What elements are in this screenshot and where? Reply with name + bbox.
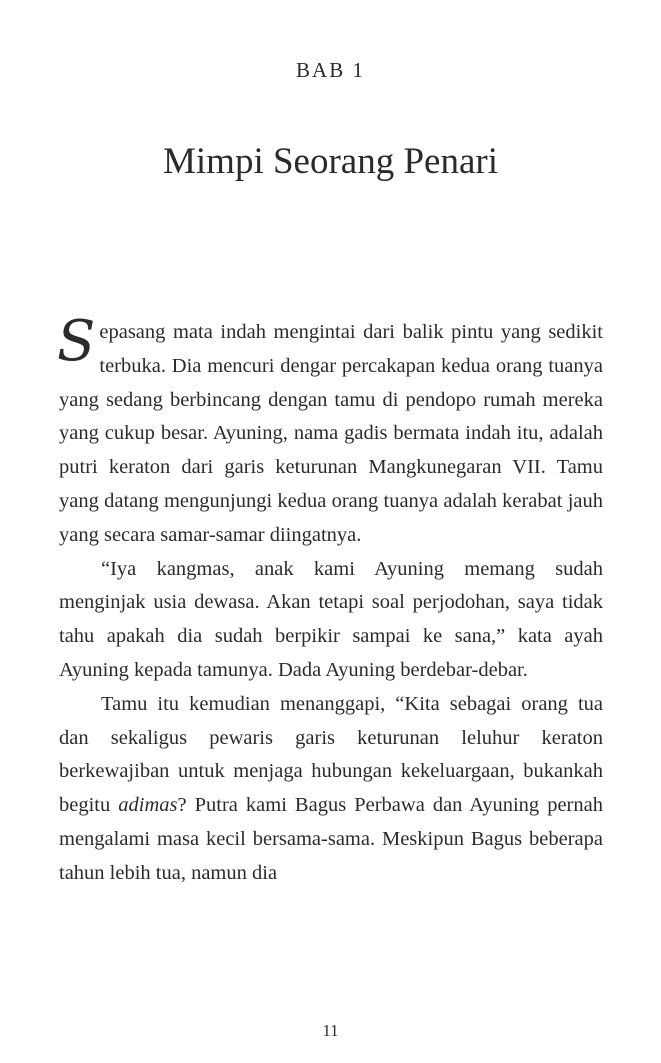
drop-cap: S <box>57 309 96 374</box>
paragraph-1 <box>57 309 603 553</box>
paragraph-3-text-before: Tamu itu kemudian menanggapi, “Kita sebagai orang tua dan sekaligus pewaris garis keturunan leluhur keraton berkewajiban untuk menjaga hubungan kekeluargaan, bukankah begitu <box>59 692 603 817</box>
body-text <box>57 309 603 891</box>
chapter-label: BAB 1 <box>296 58 365 82</box>
paragraph-3-text-after: ? Putra kami Bagus Perbawa dan Ayuning pernah mengalami masa kecil bersama-sama. Meskipun Bagus beberapa tahun lebih tua, namun dia <box>59 794 603 884</box>
italic-term: adimas <box>118 794 178 817</box>
chapter-title: Mimpi Seorang Penari <box>162 141 498 182</box>
paragraph-3 <box>59 688 603 891</box>
page-number: 11 <box>322 1021 339 1040</box>
paragraph-1-text: epasang mata indah mengintai dari balik pintu yang sedikit terbuka. Dia mencuri dengar percakapan kedua orang tuanya yang sedang berbincang dengan tamu di pendopo rumah mereka yang cukup besar. Ayuning, nama gadis bermata indah itu, adalah putri keraton dari garis keturunan Mangkunegaran VII. Tamu yang datang mengunjungi kedua orang tuanya adalah kerabat jauh yang secara samar-samar diingatnya. <box>59 321 603 546</box>
paragraph-2: “Iya kangmas, anak kami Ayuning memang sudah menginjak usia dewasa. Akan tetapi soal perjodohan, saya tidak tahu apakah dia sudah berpikir sampai ke sana,” kata ayah Ayuning kepada tamunya. Dada Ayuning berdebar-debar. <box>59 557 603 681</box>
